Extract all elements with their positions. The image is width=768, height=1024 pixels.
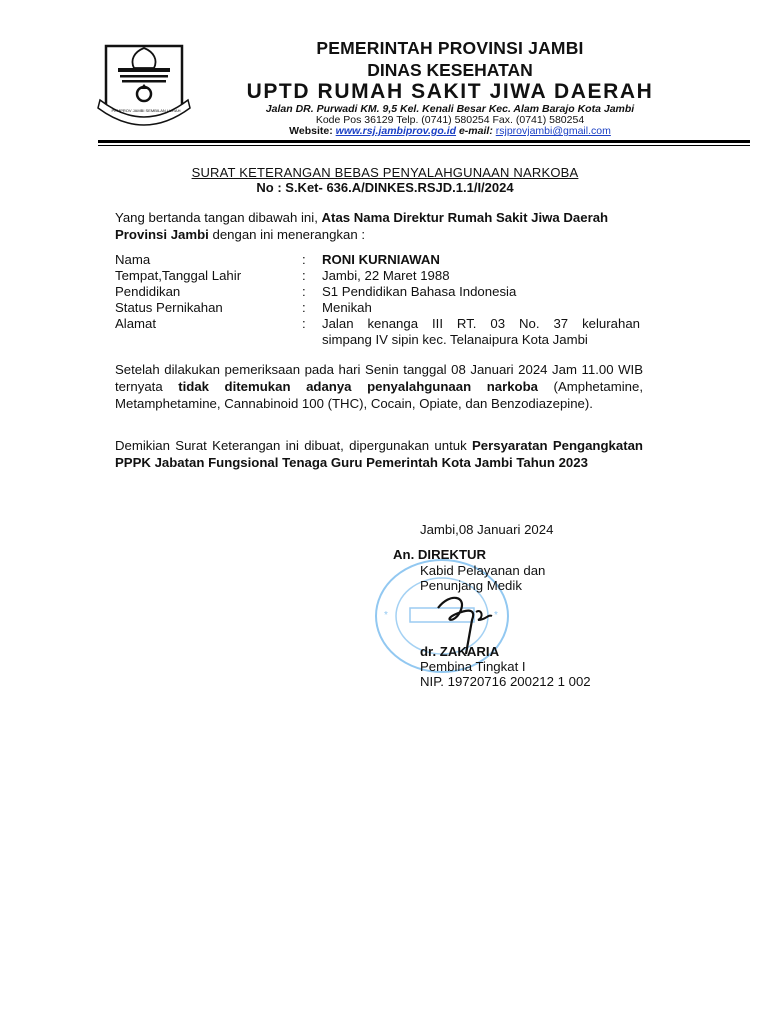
field-colon: : [302, 284, 306, 299]
field-label-ttl: Tempat,Tanggal Lahir [115, 268, 242, 283]
signatory-on-behalf: An. DIREKTUR [393, 547, 487, 562]
website-label: Website: [289, 125, 333, 137]
result-text-b: tidak ditemukan adanya penyalahgunaan narkoba [178, 379, 538, 394]
svg-text:*: * [494, 610, 498, 621]
signatory-name: dr. ZAKARIA [420, 644, 500, 659]
intro-text-b: Atas Nama Direktur Rumah Sakit Jiwa Daerah [321, 210, 609, 225]
place-date: Jambi,08 Januari 2024 [420, 522, 554, 537]
header-rule-thin [98, 145, 750, 146]
field-value-status: Menikah [322, 300, 372, 315]
field-value-ttl: Jambi, 22 Maret 1988 [322, 268, 450, 283]
logo-ribbon-text: PEMPROV JAMBI SEMBILAN LURAH [111, 108, 181, 113]
result-text-c: (Amphetamine, Metamphetamine, Cannabinoid 100 (THC), Cocain, Opiate, dan Benzodiazepine). [115, 379, 643, 411]
svg-text:*: * [384, 610, 388, 621]
signatory-role-line2: Penunjang Medik [420, 578, 522, 593]
document-number: No : S.Ket- 636.A/DINKES.RSJD.1.1/I/2024 [256, 180, 514, 195]
field-label-nama: Nama [115, 252, 151, 267]
intro-text-d: dengan ini menerangkan : [208, 227, 365, 242]
website-link[interactable]: www.rsj.jambiprov.go.id [335, 125, 457, 137]
result-text-a: Setelah dilakukan pemeriksaan pada hari Senin tanggal 08 Januari 2024 Jam 11.00 WIB ternyata [115, 362, 643, 394]
email-label: e-mail: [458, 125, 493, 137]
result-paragraph [115, 361, 643, 412]
purpose-text-b: Persyaratan Pengangkatan PPPK Jabatan Fungsional Tenaga Guru Pemerintah Kota Jambi Tahun 2023 [115, 438, 643, 470]
province-logo [94, 38, 194, 128]
email-link[interactable]: rsjprovjambi@gmail.com [495, 125, 611, 137]
header-agency: DINAS KESEHATAN [367, 60, 533, 80]
field-colon: : [302, 316, 306, 331]
header-web-email [200, 125, 700, 137]
header-contact: Kode Pos 36129 Telp. (0741) 580254 Fax. (0741) 580254 [315, 114, 585, 126]
intro-paragraph [115, 209, 643, 243]
field-label-status: Status Pernikahan [115, 300, 223, 315]
field-colon: : [302, 268, 306, 283]
intro-text-a: Yang bertanda tangan dibawah ini, [115, 210, 322, 225]
field-value-pendidikan: S1 Pendidikan Bahasa Indonesia [322, 284, 517, 299]
field-value-alamat-line1: Jalan kenanga III RT. 03 No. 37 kelurahan [322, 316, 640, 331]
signatory-nip: NIP. 19720716 200212 1 002 [420, 674, 591, 689]
header-address: Jalan DR. Purwadi KM. 9,5 Kel. Kenali Besar Kec. Alam Barajo Kota Jambi [265, 103, 635, 115]
field-value-nama: RONI KURNIAWAN [322, 252, 440, 267]
field-colon: : [302, 252, 306, 267]
header-rule-thick [98, 140, 750, 143]
field-colon: : [302, 300, 306, 315]
purpose-text-a: Demikian Surat Keterangan ini dibuat, dipergunakan untuk [115, 438, 472, 453]
field-value-alamat-line2: simpang IV sipin kec. Telanaipura Kota Jambi [322, 332, 588, 347]
signatory-role-line1: Kabid Pelayanan dan [420, 563, 546, 578]
field-label-pendidikan: Pendidikan [115, 284, 181, 299]
header-province: PEMERINTAH PROVINSI JAMBI [316, 38, 584, 58]
signatory-rank: Pembina Tingkat I [420, 659, 526, 674]
document-title: SURAT KETERANGAN BEBAS PENYALAHGUNAAN NARKOBA [191, 165, 579, 180]
header-hospital: UPTD RUMAH SAKIT JIWA DAERAH [246, 80, 654, 103]
field-label-alamat: Alamat [115, 316, 157, 331]
purpose-paragraph [115, 437, 643, 471]
intro-text-c: Provinsi Jambi [115, 227, 209, 242]
